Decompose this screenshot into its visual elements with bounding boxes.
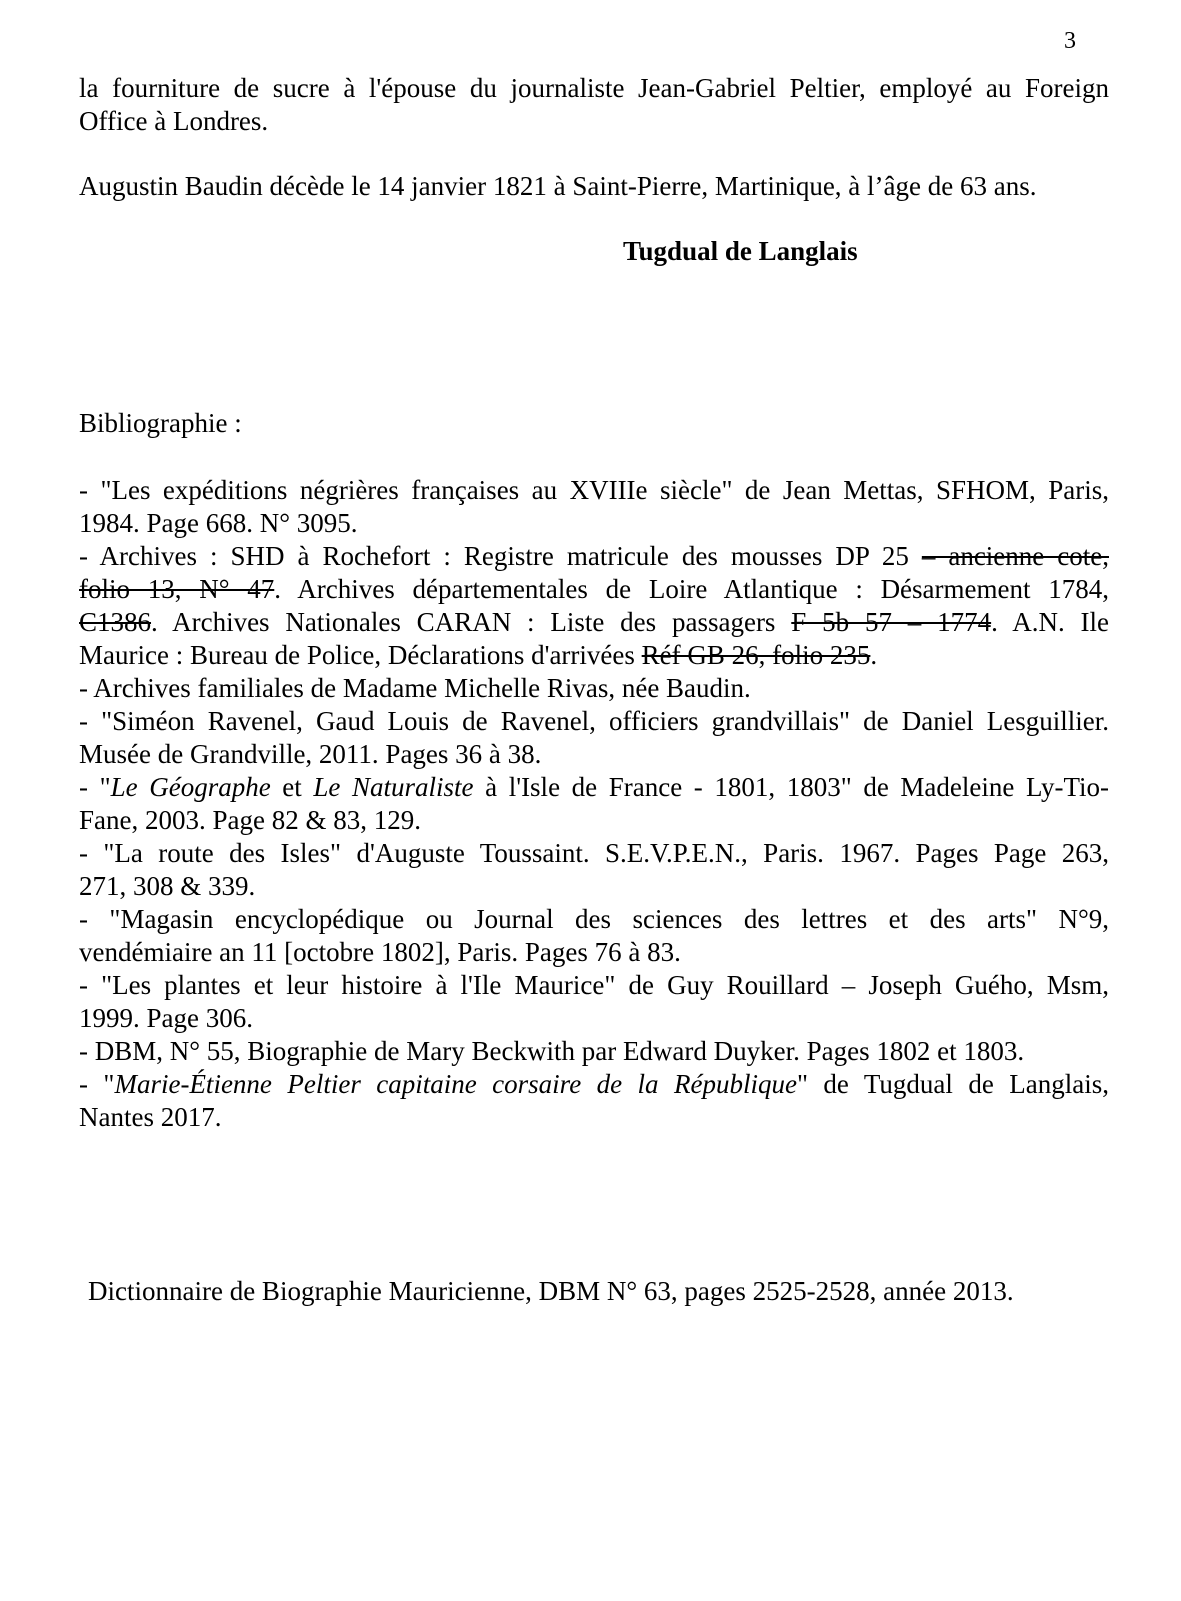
bibliography-line [79, 1068, 1109, 1101]
struck-text: F 5b 57 – 1774 [791, 607, 992, 637]
bibliography-line: 271, 308 & 339. [79, 871, 256, 901]
bibliography-text: à l'Isle de France - 1801, 1803" de Madeleine Ly-Tio- [473, 772, 1109, 802]
death-paragraph: Augustin Baudin décède le 14 janvier 1821 à Saint-Pierre, Martinique, à l’âge de 63 ans. [79, 171, 1037, 201]
italic-title: Le Géographe [110, 772, 271, 802]
struck-text: Réf GB 26, folio 235 [641, 640, 871, 670]
intro-line-1: la fourniture de sucre à l'épouse du journaliste Jean-Gabriel Peltier, employé au Foreign [79, 73, 1109, 103]
struck-text: folio 13, N° 47 [79, 574, 275, 604]
bibliography-text: . Archives départementales de Loire Atlantique : Désarmement 1784, [274, 574, 1109, 604]
bibliography-line: - "Les expéditions négrières françaises au XVIIIe siècle" de Jean Mettas, SFHOM, Paris, [79, 475, 1109, 505]
bibliography-line: - Archives familiales de Madame Michelle Rivas, née Baudin. [79, 673, 751, 703]
bibliography-line: - "Magasin encyclopédique ou Journal des sciences des lettres et des arts" N°9, [79, 904, 1109, 934]
page-number: 3 [1064, 28, 1076, 54]
bibliography-line: vendémiaire an 11 [octobre 1802], Paris. Pages 76 à 83. [79, 937, 681, 967]
bibliography-line: - "La route des Isles" d'Auguste Toussaint. S.E.V.P.E.N., Paris. 1967. Pages Page 263, [79, 838, 1109, 868]
italic-title: Marie-Étienne Peltier capitaine corsaire de la République [114, 1069, 797, 1099]
bibliography-text: . A.N. Ile [991, 607, 1109, 637]
bibliography-line [79, 606, 1109, 639]
bibliography-text: - " [79, 1069, 115, 1099]
struck-text: C1386 [79, 607, 152, 637]
bibliography-text: . [870, 640, 878, 670]
bibliography-line [79, 771, 1109, 804]
bibliography-line [79, 573, 1109, 606]
author-signature: Tugdual de Langlais [623, 236, 858, 266]
bibliography-text: - Archives : SHD à Rochefort : Registre matricule des mousses DP 25 [79, 541, 922, 571]
bibliography-line: - "Les plantes et leur histoire à l'Ile Maurice" de Guy Rouillard – Joseph Guého, Msm, [79, 970, 1109, 1000]
bibliography-list [79, 474, 1109, 1134]
source-footer: Dictionnaire de Biographie Mauricienne, DBM N° 63, pages 2525-2528, année 2013. [88, 1276, 1014, 1306]
bibliography-line: - DBM, N° 55, Biographie de Mary Beckwith par Edward Duyker. Pages 1802 et 1803. [79, 1036, 1025, 1066]
bibliography-line [79, 639, 1109, 672]
bibliography-line: Musée de Grandville, 2011. Pages 36 à 38. [79, 739, 542, 769]
intro-line-2: Office à Londres. [79, 106, 269, 136]
bibliography-line: Fane, 2003. Page 82 & 83, 129. [79, 805, 421, 835]
bibliography-text: et [270, 772, 314, 802]
bibliography-line [79, 540, 1109, 573]
intro-paragraph [79, 72, 1109, 138]
bibliography-text: " de Tugdual de Langlais, [796, 1069, 1109, 1099]
bibliography-text: Maurice : Bureau de Police, Déclarations d'arrivées [79, 640, 642, 670]
italic-title: Le Naturaliste [313, 772, 474, 802]
struck-text: – ancienne cote, [921, 541, 1109, 571]
bibliography-line: 1984. Page 668. N° 3095. [79, 508, 358, 538]
bibliography-line: - "Siméon Ravenel, Gaud Louis de Ravenel, officiers grandvillais" de Daniel Lesguillier. [79, 706, 1109, 736]
bibliography-line: Nantes 2017. [79, 1102, 222, 1132]
bibliography-heading: Bibliographie : [79, 408, 242, 438]
bibliography-line: 1999. Page 306. [79, 1003, 253, 1033]
bibliography-text: - " [79, 772, 111, 802]
bibliography-text: . Archives Nationales CARAN : Liste des passagers [151, 607, 792, 637]
